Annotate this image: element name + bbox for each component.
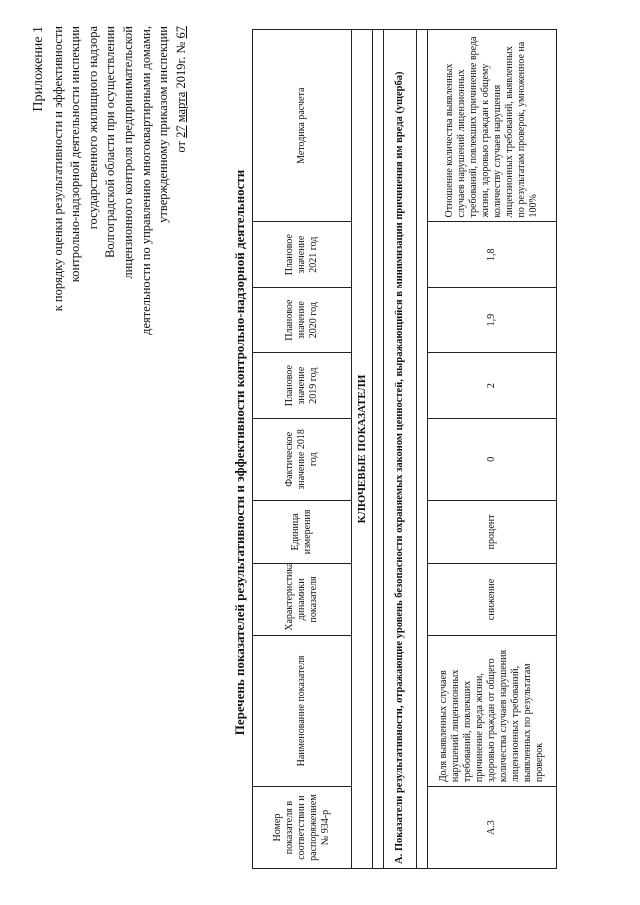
key-indicators-row [352, 30, 373, 869]
spacer-cell [417, 30, 428, 869]
date-month: марта [173, 91, 188, 123]
date-day: 27 [173, 125, 188, 138]
header-line: утвержденному приказом инспекции [156, 26, 171, 223]
table-row [428, 30, 557, 869]
indicators-table [252, 29, 557, 869]
spacer-cell [373, 30, 384, 869]
indicator-unit: процент [428, 500, 557, 563]
section-a-label: А. Показатели результативности, отражающие уровень безопасности охраняемых законом ценностей, выражающийся в минимизации причинения им вреда (ущерба) [384, 30, 417, 869]
column-header: Единица измерения [253, 500, 352, 563]
spacer-row [417, 30, 428, 869]
header-line: контрольно-надзорной деятельности инспекции [68, 26, 83, 283]
column-header: Характеристика динамики показателя [253, 564, 352, 636]
header-line: государственного жилищного надзора [85, 26, 100, 230]
indicator-name: Доля выявленных случаев нарушений лицензионных требований, повлекших причинение вреда жизни, здоровью граждан от общего количества случаев нарушения лицензионных требований, выявленных по результатам проверок [428, 635, 557, 786]
table-header-row [253, 30, 352, 869]
spacer-row [373, 30, 384, 869]
header-line: деятельности по управлению многоквартирными домами, [138, 26, 153, 335]
order-date-line [173, 26, 191, 546]
plan-2020: 1,9 [428, 287, 557, 352]
plan-2019: 2 [428, 353, 557, 418]
column-header: Плановое значение 2020 год [253, 287, 352, 352]
page-title: Перечень показателей результативности и эффективности контрольно-надзорной деятельности [232, 169, 247, 736]
column-header: Методика расчета [253, 30, 352, 222]
section-a-row [384, 30, 417, 869]
header-line: лицензионного контроля предпринимательской [120, 26, 135, 279]
date-year: 2019г. [173, 56, 188, 89]
column-header: Наименование показателя [253, 635, 352, 786]
date-prefix: от [173, 141, 188, 153]
plan-2021: 1,8 [428, 222, 557, 287]
column-header: Плановое значение 2019 год [253, 353, 352, 418]
indicator-dynamics: снижение [428, 564, 557, 636]
attachment-label: Приложение 1 [31, 26, 46, 112]
document-header [30, 26, 190, 546]
fact-2018: 0 [428, 418, 557, 500]
column-header: Номер показателя в соответствии и распоряжением № 934-р [253, 787, 352, 869]
key-indicators-label: КЛЮЧЕВЫЕ ПОКАЗАТЕЛИ [352, 30, 373, 869]
header-line: Волгоградской области при осуществлении [103, 26, 118, 259]
calculation-method: Отношение количества выявленных случаев нарушений лицензионных требований, повлекших причинение вреда жизни, здоровью граждан к общему количеству случаев нарушения лицензионных требований, выявленных по результатам проверок, умноженное на 100% [428, 30, 557, 222]
number-prefix: № [173, 41, 188, 54]
indicator-number: А.3 [428, 787, 557, 869]
column-header: Плановое значение 2021 год [253, 222, 352, 287]
order-number: 67 [173, 26, 188, 39]
header-line: к порядку оценки результативности и эффективности [50, 26, 65, 312]
column-header: Фактическое значение 2018 год [253, 418, 352, 500]
